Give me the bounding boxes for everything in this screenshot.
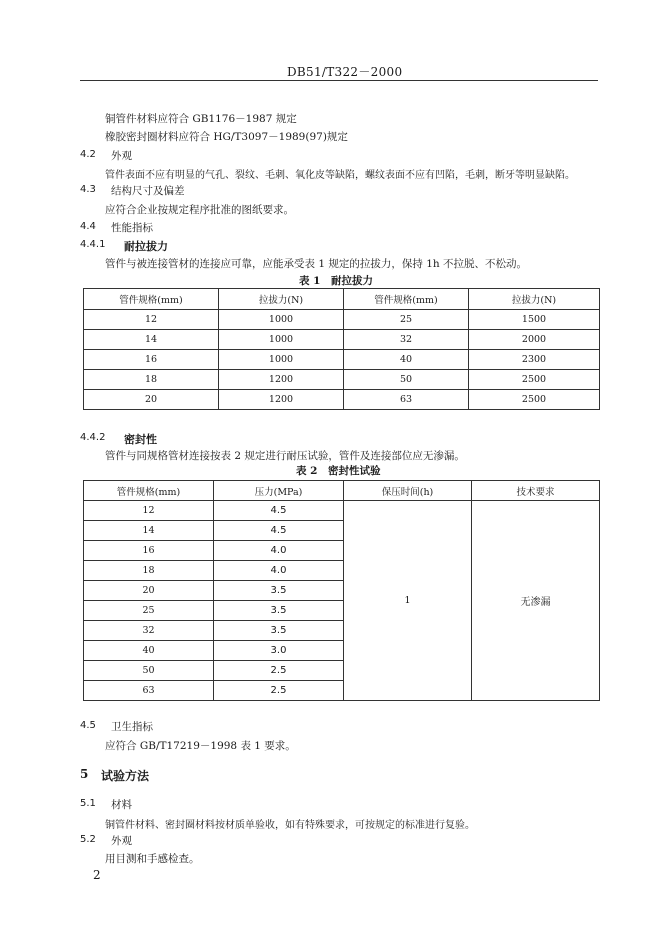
table-2-cell: 20 — [84, 581, 214, 601]
table-1-cell: 2300 — [469, 350, 600, 370]
section-5-1-title: 材料 — [111, 799, 132, 811]
table-2-cell: 4.0 — [214, 561, 344, 581]
section-4-4-2-number: 4.4.2 — [80, 432, 106, 443]
table-1-cell: 12 — [84, 310, 219, 330]
table-2-cell: 25 — [84, 601, 214, 621]
table-2-cell: 4.5 — [214, 521, 344, 541]
table-1-cell: 1000 — [219, 310, 344, 330]
table-2-cell: 50 — [84, 661, 214, 681]
table-2-cell: 3.5 — [214, 621, 344, 641]
table-1-caption: 表 1 耐拉拔力 — [299, 275, 373, 287]
table-2-header-cell: 技术要求 — [472, 481, 600, 501]
section-5-2-text: 用目测和手感检查。 — [105, 853, 200, 865]
section-4-2-title: 外观 — [111, 150, 132, 162]
section-4-4-1-text: 管件与被连接管材的连接应可靠，应能承受表 1 规定的拉拔力，保持 1h 不拉脱、不松动。 — [105, 258, 527, 270]
table-2-caption: 表 2 密封性试验 — [296, 465, 381, 477]
table-2-cell: 18 — [84, 561, 214, 581]
table-1-cell: 2500 — [469, 370, 600, 390]
table-2-cell: 16 — [84, 541, 214, 561]
table-2-row — [84, 501, 600, 521]
table-1-cell: 1000 — [219, 330, 344, 350]
section-4-5-title: 卫生指标 — [111, 721, 153, 733]
section-5-2-number: 5.2 — [80, 834, 96, 845]
table-2-cell: 32 — [84, 621, 214, 641]
table-2-cell: 3.5 — [214, 581, 344, 601]
table-1-cell: 2000 — [469, 330, 600, 350]
section-4-4-number: 4.4 — [80, 221, 96, 232]
table-1-cell: 25 — [344, 310, 469, 330]
table-1-row — [84, 310, 600, 330]
table-1-cell: 14 — [84, 330, 219, 350]
table-1-row — [84, 350, 600, 370]
table-2-sealing-test — [83, 480, 600, 701]
table-1-cell: 20 — [84, 390, 219, 410]
header-rule — [80, 80, 598, 81]
section-4-4-2-title: 密封性 — [124, 433, 157, 446]
section-5-1-text: 铜管件材料、密封圈材料按材质单验收，如有特殊要求，可按规定的标准进行复验。 — [105, 820, 475, 831]
document-code-header: DB51/T322－2000 — [287, 65, 403, 79]
table-1-header-cell: 拉拔力(N) — [219, 289, 344, 310]
section-4-5-number: 4.5 — [80, 720, 96, 731]
table-1-cell: 2500 — [469, 390, 600, 410]
table-2-cell: 12 — [84, 501, 214, 521]
table-1-header-cell: 管件规格(mm) — [344, 289, 469, 310]
table-1-pull-out-force — [83, 288, 600, 410]
copper-material-line: 铜管件材料应符合 GB1176－1987 规定 — [105, 113, 297, 125]
table-1-cell: 1500 — [469, 310, 600, 330]
section-4-4-1-title: 耐拉拔力 — [124, 240, 168, 253]
table-1-row — [84, 390, 600, 410]
table-1-header-cell: 管件规格(mm) — [84, 289, 219, 310]
section-4-2-text: 管件表面不应有明显的气孔、裂纹、毛刺、氧化皮等缺陷，螺纹表面不应有凹陷，毛刺，断牙等明显缺陷。 — [105, 170, 575, 181]
table-2-cell: 40 — [84, 641, 214, 661]
table-1-cell: 18 — [84, 370, 219, 390]
table-2-header-cell: 保压时间(h) — [344, 481, 472, 501]
table-2-cell: 4.5 — [214, 501, 344, 521]
section-5-title: 试验方法 — [101, 769, 150, 783]
section-4-3-title: 结构尺寸及偏差 — [111, 185, 185, 197]
section-4-3-number: 4.3 — [80, 184, 96, 195]
hold-time-cell: 1 — [344, 501, 472, 701]
table-1-cell: 32 — [344, 330, 469, 350]
section-4-3-text: 应符合企业按规定程序批准的图纸要求。 — [105, 204, 294, 216]
section-5-number: 5 — [80, 767, 89, 781]
requirement-cell: 无渗漏 — [472, 501, 600, 701]
section-5-1-number: 5.1 — [80, 798, 96, 809]
table-1-cell: 1200 — [219, 370, 344, 390]
table-1-cell: 16 — [84, 350, 219, 370]
section-4-5-text: 应符合 GB/T17219－1998 表 1 要求。 — [105, 740, 296, 752]
table-2-cell: 2.5 — [214, 681, 344, 701]
section-5-2-title: 外观 — [111, 835, 132, 847]
table-1-cell: 1000 — [219, 350, 344, 370]
table-2-cell: 14 — [84, 521, 214, 541]
table-2-cell: 3.5 — [214, 601, 344, 621]
section-4-4-1-number: 4.4.1 — [80, 239, 106, 250]
table-1-header-cell: 拉拔力(N) — [469, 289, 600, 310]
table-2-cell: 3.0 — [214, 641, 344, 661]
table-1-row — [84, 330, 600, 350]
table-1-cell: 1200 — [219, 390, 344, 410]
table-2-cell: 4.0 — [214, 541, 344, 561]
section-4-4-title: 性能指标 — [111, 222, 153, 234]
table-1-cell: 50 — [344, 370, 469, 390]
table-2-cell: 63 — [84, 681, 214, 701]
table-1-cell: 40 — [344, 350, 469, 370]
table-2-header-cell: 管件规格(mm) — [84, 481, 214, 501]
section-4-2-number: 4.2 — [80, 149, 96, 160]
table-2-cell: 2.5 — [214, 661, 344, 681]
table-1-row — [84, 370, 600, 390]
table-2-header-cell: 压力(MPa) — [214, 481, 344, 501]
rubber-material-line: 橡胶密封圈材料应符合 HG/T3097－1989(97)规定 — [105, 131, 348, 143]
section-4-4-2-text: 管件与同规格管材连接按表 2 规定进行耐压试验，管件及连接部位应无渗漏。 — [105, 450, 465, 462]
table-1-cell: 63 — [344, 390, 469, 410]
page-number: 2 — [93, 868, 101, 882]
